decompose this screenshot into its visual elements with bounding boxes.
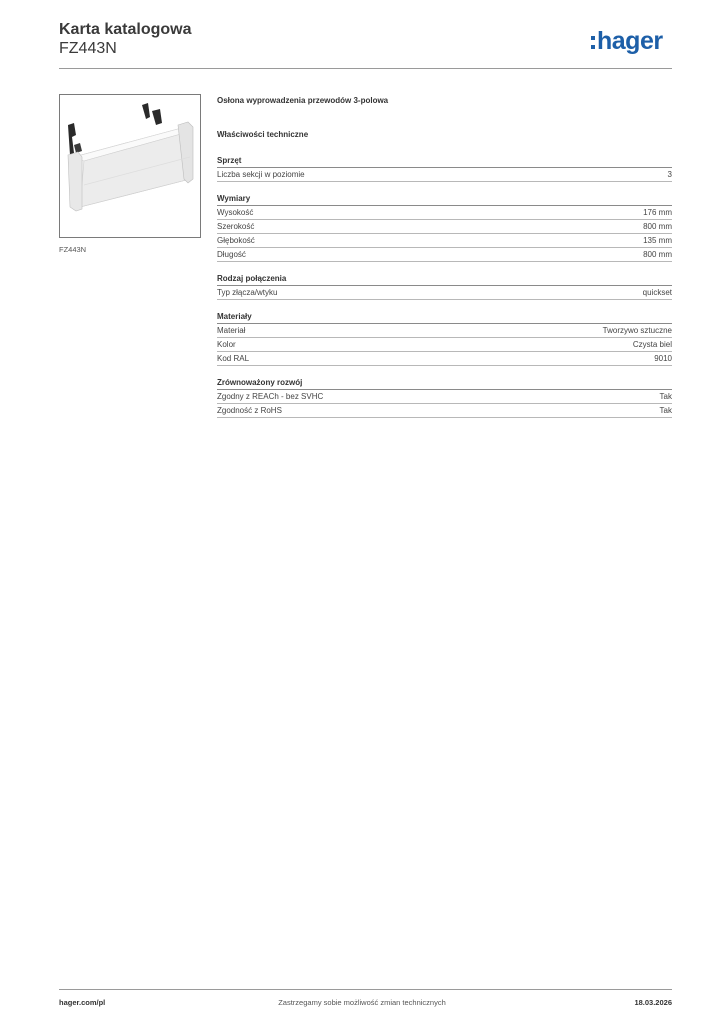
row-value: 800 mm xyxy=(643,222,672,231)
row-value: 3 xyxy=(667,170,672,179)
section-connection-type xyxy=(217,273,672,300)
row-value: 800 mm xyxy=(643,250,672,259)
table-row xyxy=(217,234,672,248)
image-caption: FZ443N xyxy=(59,245,87,254)
footer-date: 18.03.2026 xyxy=(634,998,672,1007)
footer-divider xyxy=(59,989,672,990)
row-value: Tak xyxy=(659,406,672,415)
header-divider xyxy=(59,68,672,69)
section-title: Sprzęt xyxy=(217,155,672,168)
row-label: Szerokość xyxy=(217,222,255,231)
footer-website-link[interactable]: hager.com/pl xyxy=(59,998,106,1007)
table-row xyxy=(217,390,672,404)
logo-dots-icon xyxy=(591,36,595,49)
row-label: Zgodny z REACh - bez SVHC xyxy=(217,392,324,401)
section-sustainability xyxy=(217,377,672,418)
table-row xyxy=(217,324,672,338)
row-value: Tak xyxy=(659,392,672,401)
row-value: 135 mm xyxy=(643,236,672,245)
row-label: Zgodność z RoHS xyxy=(217,406,282,415)
logo-text: hager xyxy=(597,26,663,55)
product-details xyxy=(217,96,672,418)
row-label: Liczba sekcji w poziomie xyxy=(217,170,305,179)
section-title: Rodzaj połączenia xyxy=(217,273,672,286)
table-row xyxy=(217,404,672,418)
row-label: Materiał xyxy=(217,326,246,335)
section-materials xyxy=(217,311,672,366)
table-row xyxy=(217,352,672,366)
row-label: Typ złącza/wtyku xyxy=(217,288,278,297)
hager-logo xyxy=(591,26,663,56)
row-value: 176 mm xyxy=(643,208,672,217)
row-label: Długość xyxy=(217,250,246,259)
row-value: quickset xyxy=(642,288,672,297)
table-row xyxy=(217,338,672,352)
row-label: Kolor xyxy=(217,340,236,349)
section-title: Materiały xyxy=(217,311,672,324)
technical-properties-heading: Właściwości techniczne xyxy=(217,130,309,139)
table-row xyxy=(217,168,672,182)
row-value: 9010 xyxy=(654,354,672,363)
row-value: Tworzywo sztuczne xyxy=(602,326,672,335)
page-title: Karta katalogowa xyxy=(59,21,192,38)
cable-cover-illustration-icon xyxy=(60,95,200,237)
product-title: Osłona wyprowadzenia przewodów 3-polowa xyxy=(217,96,389,105)
table-row xyxy=(217,220,672,234)
row-label: Głębokość xyxy=(217,236,255,245)
product-image xyxy=(59,94,201,238)
table-row xyxy=(217,286,672,300)
product-code: FZ443N xyxy=(59,40,117,57)
row-value: Czysta biel xyxy=(632,340,672,349)
row-label: Wysokość xyxy=(217,208,254,217)
section-title: Wymiary xyxy=(217,193,672,206)
section-title: Zrównoważony rozwój xyxy=(217,377,672,390)
table-row xyxy=(217,248,672,262)
row-label: Kod RAL xyxy=(217,354,250,363)
section-equipment xyxy=(217,155,672,182)
footer-disclaimer: Zastrzegamy sobie możliwość zmian technicznych xyxy=(278,998,446,1007)
section-dimensions xyxy=(217,193,672,262)
table-row xyxy=(217,206,672,220)
